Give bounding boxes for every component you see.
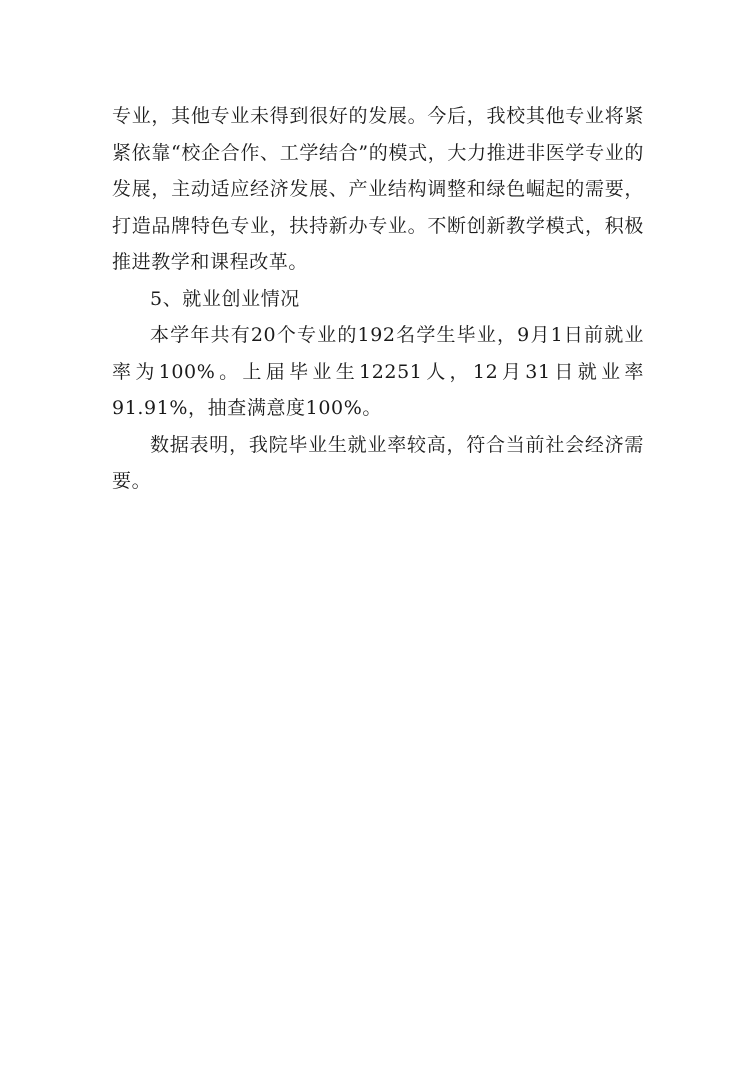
section-heading: 5、就业创业情况: [150, 287, 300, 310]
conclusion-paragraph: 数据表明，我院毕业生就业率较高，符合当前社会经济需要。: [112, 433, 644, 492]
continuation-paragraph: 专业，其他专业未得到很好的发展。今后，我校其他专业将紧紧依靠“校企合作、工学结合”的模式，大力推进非医学专业的发展，主动适应经济发展、产业结构调整和绿色崛起的需要，打造品牌特色专业，扶持新办专业。不断创新教学模式，积极推进教学和课程改革。: [112, 105, 644, 273]
document-body: [112, 98, 644, 500]
employment-stats-paragraph: 本学年共有20个专业的192名学生毕业，9月1日前就业率为100%。上届毕业生12251人，12月31日就业率91.91%，抽查满意度100%。: [112, 324, 644, 419]
